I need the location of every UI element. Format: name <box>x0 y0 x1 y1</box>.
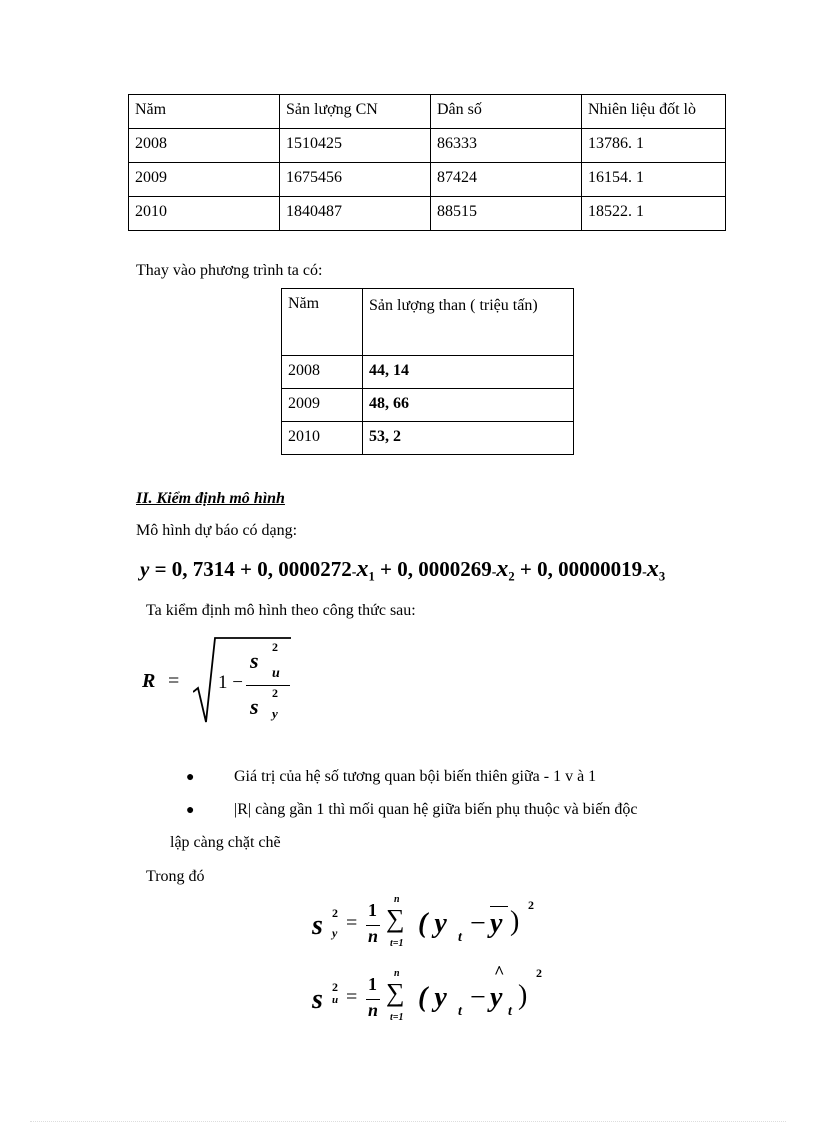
table-cell: 1675456 <box>280 163 431 197</box>
bullet-item-2-continuation: lập càng chặt chẽ <box>170 834 281 851</box>
table-row <box>129 197 726 231</box>
formula-sy-sub: y <box>332 926 338 940</box>
formula-r-one-minus: 1 − <box>218 672 243 693</box>
formula-sy-ybar: y <box>490 908 503 939</box>
table-cell: 2009 <box>282 389 363 422</box>
equation-term-0: = 0, 7314 + 0, 0000272 <box>149 557 352 581</box>
fraction-bar <box>246 685 290 686</box>
formula-su-sigma-bot: t=1 <box>390 1012 404 1023</box>
bullet-item-2: |R| càng gần 1 thì mối quan hệ giữa biến phụ thuộc và biến độc <box>234 801 638 818</box>
equation-y: y <box>140 557 150 581</box>
table-cell: 86333 <box>431 129 582 163</box>
formula-sy-sigma-top: n <box>394 894 400 905</box>
bullet-dot: ● <box>186 803 195 818</box>
formula-r-den-sup: 2 <box>272 686 278 700</box>
formula-su-pow: 2 <box>536 966 542 980</box>
table-header-row <box>129 95 726 129</box>
table-cell: 2008 <box>282 356 363 389</box>
equation-sub2: 2 <box>508 569 515 584</box>
table-cell: 87424 <box>431 163 582 197</box>
formula-su-n: n <box>368 1000 379 1020</box>
equation-x2: x <box>496 556 509 582</box>
formula-sy-eq: = <box>346 912 358 934</box>
table-header-cell: Năm <box>282 289 363 356</box>
hat-symbol: ^ <box>494 962 505 982</box>
table-cell: 2010 <box>129 197 280 231</box>
intro-line: Thay vào phương trình ta có: <box>136 262 323 279</box>
equation-sub1: 1 <box>368 569 375 584</box>
equation-sub3: 3 <box>658 569 666 584</box>
formula-su <box>310 964 570 1030</box>
model-intro: Mô hình dự báo có dạng: <box>136 522 298 539</box>
sigma-symbol: ∑ <box>386 978 405 1007</box>
regression-equation: y = 0, 7314 + 0, $0000272-x_1 + 0$, $0000269-x_2 + 0$, $00000019-x_3$ <box>140 556 666 584</box>
formula-sy-body: ( y <box>418 908 447 939</box>
table-row <box>282 356 574 389</box>
formula-su-sub: u <box>332 994 339 1006</box>
table-row <box>129 129 726 163</box>
data-table-1 <box>128 94 726 231</box>
formula-sy-sigma-bot: t=1 <box>390 938 404 949</box>
formula-sy-pow: 2 <box>528 898 534 912</box>
equation-x3: x <box>646 556 659 582</box>
table-row <box>282 422 574 455</box>
formula-r-eq: = <box>168 670 180 692</box>
table-cell: 18522. 1 <box>582 197 726 231</box>
formula-sy-n: n <box>368 926 379 946</box>
formula-sy-one: 1 <box>368 900 377 920</box>
formula-r <box>138 630 308 730</box>
test-intro: Ta kiểm định mô hình theo công thức sau: <box>146 602 416 619</box>
formula-r-den-s: s <box>250 694 259 719</box>
formula-su-eq: = <box>346 986 358 1008</box>
formula-sy-t: t <box>458 930 462 945</box>
table-header-cell: Sản lượng CN <box>280 95 431 129</box>
table-header-cell: Năm <box>129 95 280 129</box>
formula-sy-minus: − <box>470 908 486 939</box>
table-cell: 2010 <box>282 422 363 455</box>
formula-sy <box>310 896 570 958</box>
formula-r-num-s: s <box>250 648 259 673</box>
table-header-cell: Dân số <box>431 95 582 129</box>
section-heading: II. Kiểm định mô hình <box>136 490 285 507</box>
table-cell: 16154. 1 <box>582 163 726 197</box>
table-cell: 1840487 <box>280 197 431 231</box>
table-cell: 1510425 <box>280 129 431 163</box>
formula-r-den-sub: y <box>272 706 278 721</box>
formula-sy-sup: 2 <box>332 906 338 920</box>
table-header-row <box>282 289 574 356</box>
table-cell: 13786. 1 <box>582 129 726 163</box>
formula-su-body: ( y <box>418 982 447 1013</box>
data-table-2 <box>281 288 574 455</box>
table-header-cell: Sản lượng than ( triệu tấn) <box>363 289 574 356</box>
sigma-symbol: ∑ <box>386 904 405 933</box>
page-bottom-divider <box>30 1121 786 1122</box>
formula-sy-s: s <box>312 910 323 941</box>
table-cell: 2008 <box>129 129 280 163</box>
table-cell: 88515 <box>431 197 582 231</box>
formula-su-yhat: y <box>490 982 503 1013</box>
formula-su-close: ) <box>518 980 528 1011</box>
formula-su-sup: 2 <box>332 980 338 994</box>
trong-do-label: Trong đó <box>146 868 205 885</box>
formula-sy-close: ) <box>510 906 520 937</box>
formula-r-lhs: R <box>142 670 156 692</box>
mean-bar <box>490 906 508 907</box>
table-cell: 2009 <box>129 163 280 197</box>
formula-su-t2: t <box>508 1004 512 1019</box>
formula-su-sigma-top: n <box>394 968 400 979</box>
bullet-dot: ● <box>186 770 195 785</box>
formula-su-one: 1 <box>368 974 377 994</box>
bullet-item-1: Giá trị của hệ số tương quan bội biến thiên giữa - 1 v à 1 <box>234 768 597 785</box>
equation-term-3: + 0, 00000019 <box>514 557 643 581</box>
formula-su-t: t <box>458 1004 462 1019</box>
table-cell: 44, 14 <box>363 356 574 389</box>
table-row <box>129 163 726 197</box>
table-cell: 53, 2 <box>363 422 574 455</box>
formula-su-s: s <box>312 984 323 1015</box>
equation-x1: x <box>356 556 369 582</box>
table-row <box>282 389 574 422</box>
formula-r-num-sub: u <box>272 666 280 681</box>
equation-term-2: + 0, 0000269 <box>374 557 492 581</box>
table-header-cell: Nhiên liệu đốt lò <box>582 95 726 129</box>
formula-r-num-sup: 2 <box>272 640 278 654</box>
formula-su-minus: − <box>470 982 486 1013</box>
table-cell: 48, 66 <box>363 389 574 422</box>
